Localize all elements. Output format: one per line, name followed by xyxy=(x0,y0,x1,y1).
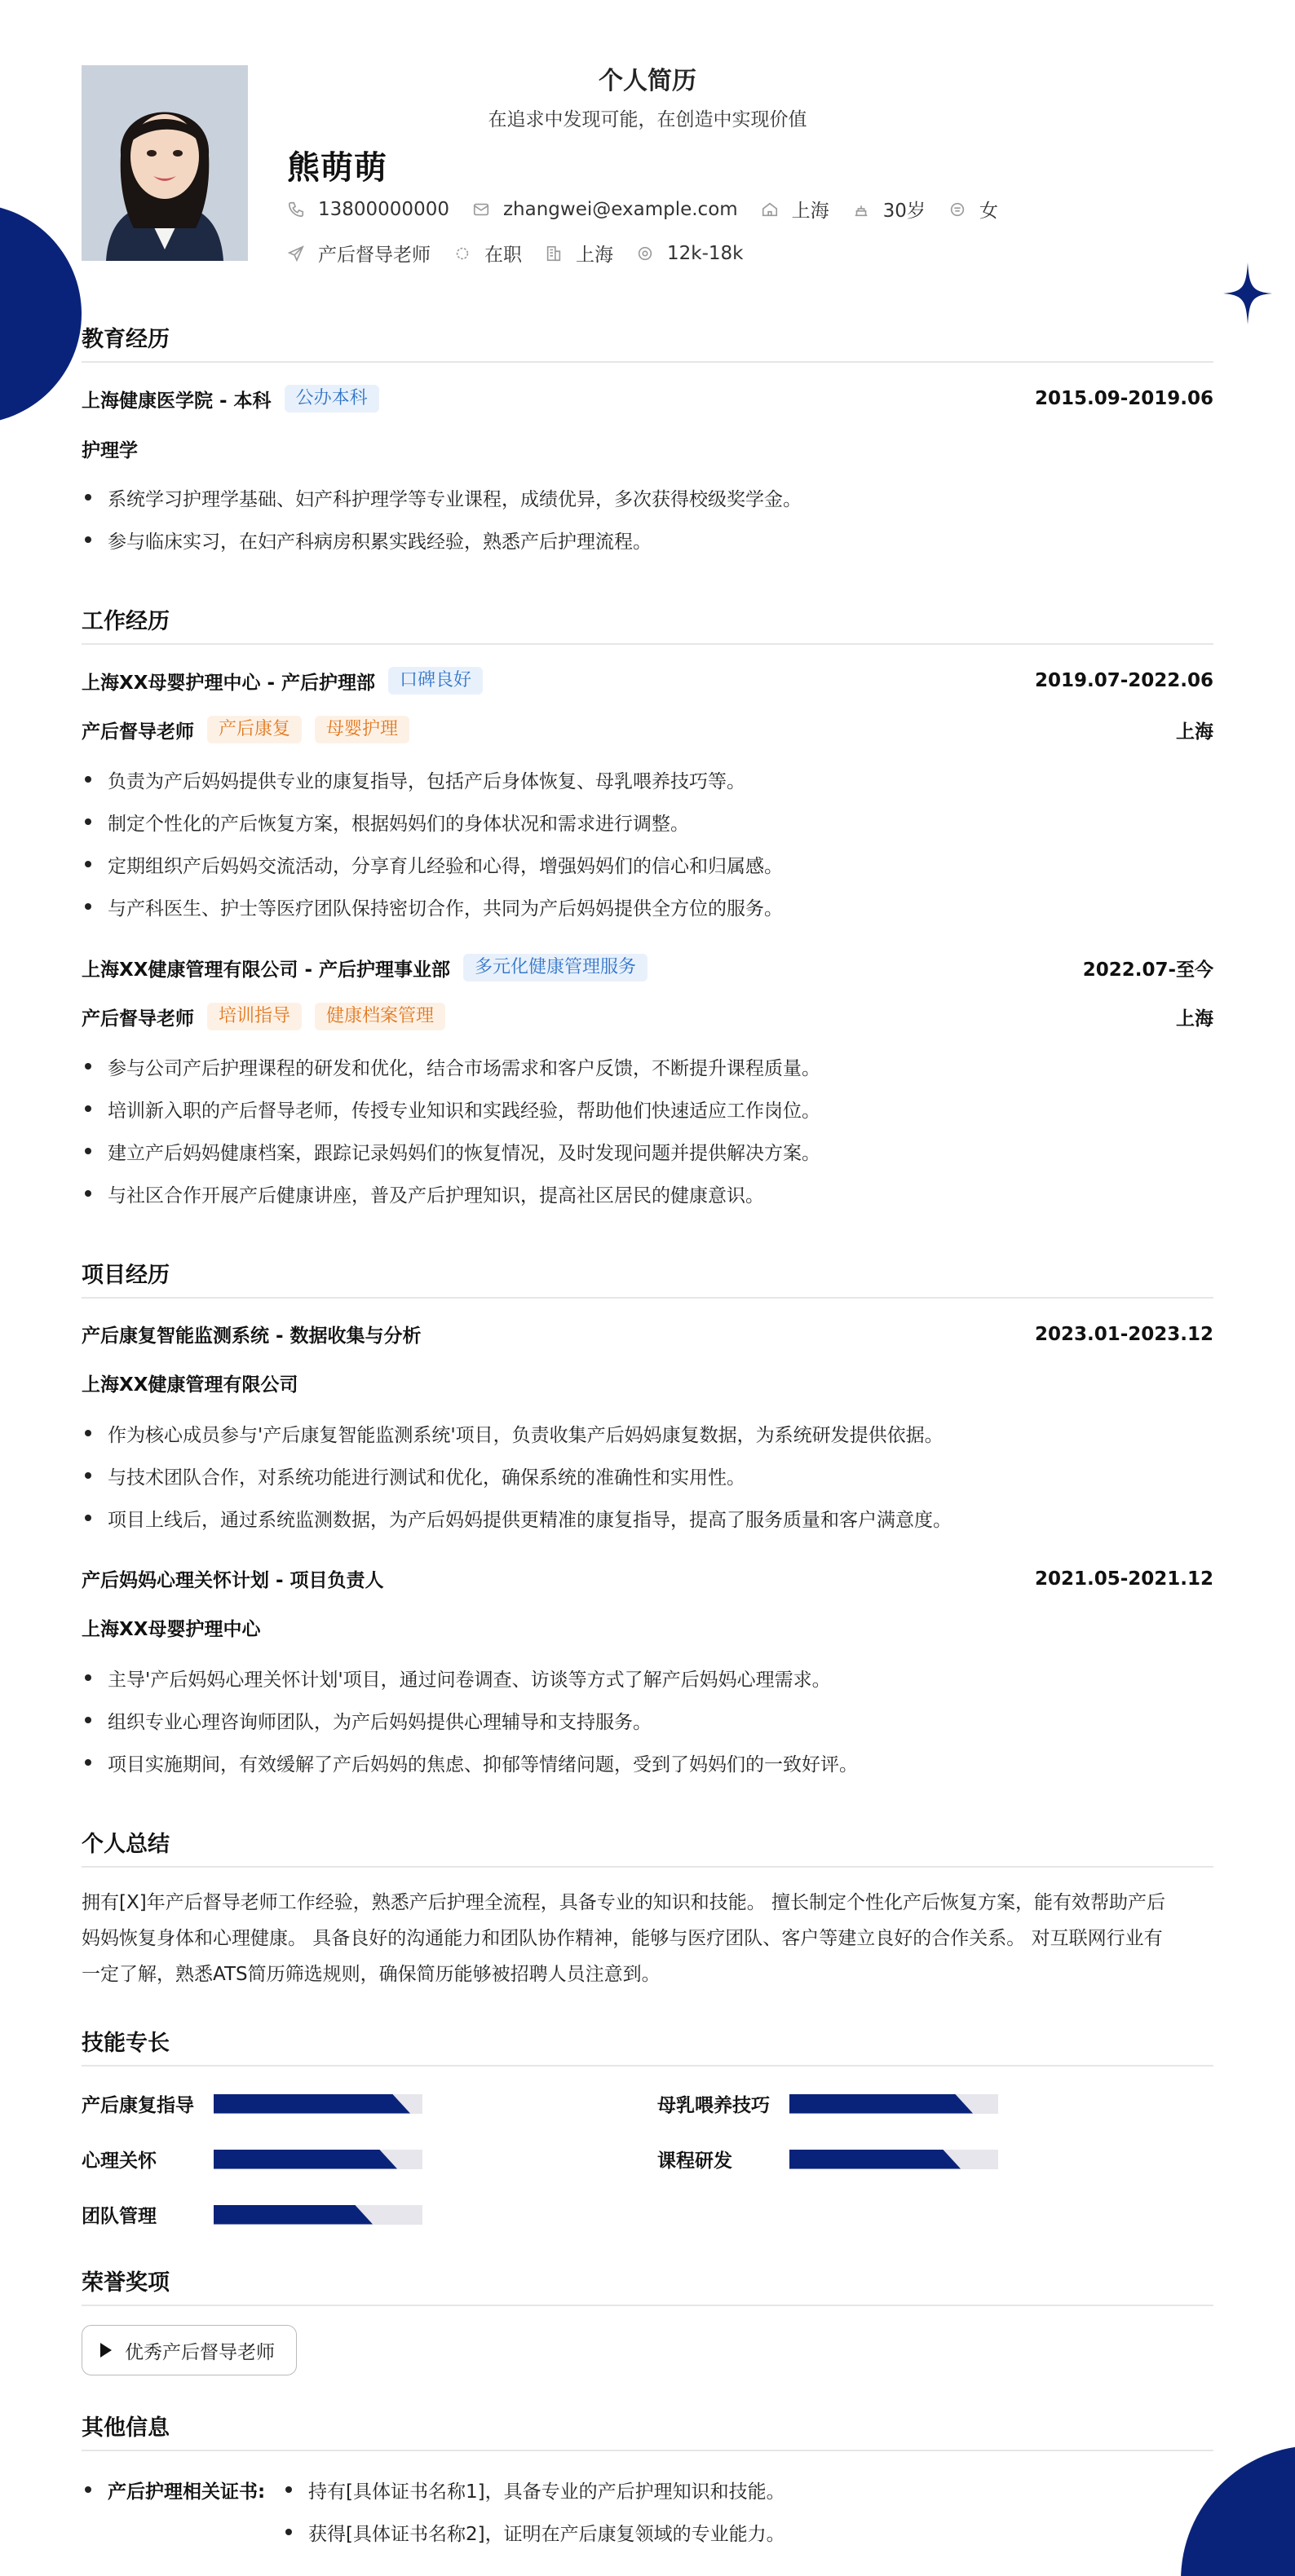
decorative-circle-left xyxy=(0,204,82,424)
skill-name: 课程研发 xyxy=(657,2150,732,2172)
list-item: 参与临床实习，在妇产科病房积累实践经验，熟悉产后护理流程。 xyxy=(82,527,1213,554)
list-item: 项目上线后，通过系统监测数据，为产后妈妈提供更精准的康复指导，提高了服务质量和客户满意度。 xyxy=(82,1505,1213,1532)
skill-item xyxy=(657,2146,998,2172)
skill-bar-fill xyxy=(789,2150,961,2169)
school-name: 上海健康医学院 - 本科 xyxy=(82,390,272,412)
company-name: 上海XX健康管理有限公司 - 产后护理事业部 xyxy=(82,959,451,981)
company-tag: 多元化健康管理服务 xyxy=(463,954,648,981)
role-tag: 培训指导 xyxy=(207,1003,302,1030)
role-name: 产后督导老师 xyxy=(82,1008,194,1030)
list-item: 获得[具体证书名称2]，证明在产后康复领域的专业能力。 xyxy=(282,2519,785,2546)
skill-bar xyxy=(789,2094,998,2114)
major-name: 护理学 xyxy=(82,440,138,461)
gender-icon xyxy=(948,201,966,218)
education-item-header xyxy=(82,385,1213,412)
list-item: 定期组织产后妈妈交流活动，分享育儿经验和心得，增强妈妈们的信心和归属感。 xyxy=(82,851,1213,878)
target-role-text: 产后督导老师 xyxy=(318,245,431,266)
salary-text: 12k-18k xyxy=(667,242,744,264)
location-text: 上海 xyxy=(791,201,829,222)
skill-name: 团队管理 xyxy=(82,2206,157,2227)
project-org-line xyxy=(82,1614,1213,1641)
company-name: 上海XX母婴护理中心 - 产后护理部 xyxy=(82,672,376,694)
award-name: 优秀产后督导老师 xyxy=(125,2341,275,2363)
play-triangle-icon xyxy=(100,2343,112,2358)
skill-bar xyxy=(214,2094,422,2114)
education-section-title: 教育经历 xyxy=(82,321,1213,363)
skill-item xyxy=(82,2090,422,2117)
list-item: 负责为产后妈妈提供专业的康复指导，包括产后身体恢复、母乳喂养技巧等。 xyxy=(82,766,1213,793)
company-tag: 口碑良好 xyxy=(388,667,483,695)
role-tag: 母婴护理 xyxy=(315,716,409,743)
candidate-name: 熊萌萌 xyxy=(287,149,387,187)
work-section-title: 工作经历 xyxy=(82,603,1213,645)
skill-name: 心理关怀 xyxy=(82,2150,157,2172)
honors-section-title: 荣誉奖项 xyxy=(82,2265,1213,2306)
other-section-title: 其他信息 xyxy=(82,2410,1213,2451)
target-city-info xyxy=(545,240,613,267)
skill-name: 母乳喂养技巧 xyxy=(657,2095,770,2116)
email-info xyxy=(472,199,738,220)
project-item-header xyxy=(82,1321,1213,1348)
project-date: 2023.01-2023.12 xyxy=(1034,1323,1213,1345)
sparkle-star-icon xyxy=(1223,262,1272,324)
contact-info-row xyxy=(287,196,1021,223)
skills-section-title: 技能专长 xyxy=(82,2025,1213,2067)
summary-line: 拥有[X]年产后督导老师工作经验，熟悉产后护理全流程，具备专业的知识和技能。 擅长制定个性化产后恢复方案，能有效帮助产后 xyxy=(82,1892,1166,1913)
school-tag: 公办本科 xyxy=(285,385,379,412)
skill-item xyxy=(82,2201,422,2228)
work-location: 上海 xyxy=(1176,1008,1213,1030)
list-item: 建立产后妈妈健康档案，跟踪记录妈妈们的恢复情况，及时发现问题并提供解决方案。 xyxy=(82,1138,1213,1165)
gender-info xyxy=(948,196,998,223)
certificate-label: 产后护理相关证书: xyxy=(82,2477,265,2503)
list-item: 系统学习护理学基础、妇产科护理学等专业课程，成绩优异，多次获得校级奖学金。 xyxy=(82,484,1213,511)
projects-section-title: 项目经历 xyxy=(82,1257,1213,1299)
email-text: zhangwei@example.com xyxy=(502,198,738,220)
home-icon xyxy=(761,201,779,218)
skill-bar-fill xyxy=(214,2205,373,2225)
job-info-row xyxy=(287,240,766,267)
skill-bar xyxy=(214,2205,422,2225)
education-date: 2015.09-2019.06 xyxy=(1034,388,1213,409)
list-item: 作为核心成员参与'产后康复智能监测系统'项目，负责收集产后妈妈康复数据，为系统研发提供依据。 xyxy=(82,1420,1213,1447)
role-name: 产后督导老师 xyxy=(82,721,194,743)
work-location: 上海 xyxy=(1176,721,1213,743)
target-role-info xyxy=(287,240,431,267)
project-item-header xyxy=(82,1565,1213,1592)
skill-bar xyxy=(789,2150,998,2169)
send-icon xyxy=(287,245,305,262)
age-info xyxy=(852,196,926,223)
gender-text: 女 xyxy=(979,201,998,222)
list-item: 与技术团队合作，对系统功能进行测试和优化，确保系统的准确性和实用性。 xyxy=(82,1462,1213,1489)
project-date: 2021.05-2021.12 xyxy=(1034,1568,1213,1590)
document-subtitle: 在追求中发现可能，在创造中实现价值 xyxy=(488,109,807,130)
work-item-header xyxy=(82,667,1213,695)
list-item: 主导'产后妈妈心理关怀计划'项目，通过问卷调查、访谈等方式了解产后妈妈心理需求。 xyxy=(82,1665,1213,1692)
project-org: 上海XX健康管理有限公司 xyxy=(82,1374,298,1396)
list-item: 制定个性化的产后恢复方案，根据妈妈们的身体状况和需求进行调整。 xyxy=(82,809,1213,836)
skill-bar xyxy=(214,2150,422,2169)
summary-section-title: 个人总结 xyxy=(82,1826,1213,1868)
status-text: 在职 xyxy=(484,245,522,266)
document-title: 个人简历 xyxy=(599,67,696,95)
salary-info xyxy=(636,243,743,264)
work-date: 2022.07-至今 xyxy=(1082,959,1213,981)
status-icon xyxy=(453,245,471,262)
skill-name: 产后康复指导 xyxy=(82,2095,194,2116)
resume-page xyxy=(82,0,1213,2576)
list-item: 参与公司产后护理课程的研发和优化，结合市场需求和客户反馈，不断提升课程质量。 xyxy=(82,1053,1213,1080)
skill-bar-fill xyxy=(214,2094,410,2114)
role-tag: 产后康复 xyxy=(207,716,302,743)
location-info xyxy=(761,196,829,223)
role-line xyxy=(82,716,1213,743)
work-date: 2019.07-2022.06 xyxy=(1034,670,1213,691)
skill-bar-fill xyxy=(214,2150,397,2169)
age-icon xyxy=(852,201,870,218)
summary-line: 一定了解，熟悉ATS简历筛选规则，确保简历能够被招聘人员注意到。 xyxy=(82,1964,661,1985)
major-line xyxy=(82,435,1213,462)
mail-icon xyxy=(472,201,490,218)
status-info xyxy=(453,240,522,267)
building-icon xyxy=(545,245,563,262)
work-item-header xyxy=(82,954,1213,981)
summary-line: 妈妈恢复身体和心理健康。 具备良好的沟通能力和团队协作精神，能够与医疗团队、客户等建立良好的合作关系。 对互联网行业有 xyxy=(82,1928,1163,1949)
project-org: 上海XX母婴护理中心 xyxy=(82,1619,261,1640)
role-tag: 健康档案管理 xyxy=(315,1003,445,1030)
list-item: 与产科医生、护士等医疗团队保持密切合作，共同为产后妈妈提供全方位的服务。 xyxy=(82,893,1213,920)
phone-text: 13800000000 xyxy=(318,198,449,220)
target-city-text: 上海 xyxy=(576,245,613,266)
list-item: 培训新入职的产后督导老师，传授专业知识和实践经验，帮助他们快速适应工作岗位。 xyxy=(82,1096,1213,1123)
phone-info xyxy=(287,199,449,220)
project-name: 产后妈妈心理关怀计划 - 项目负责人 xyxy=(82,1570,384,1591)
role-line xyxy=(82,1003,1213,1030)
salary-icon xyxy=(636,245,654,262)
list-item: 组织专业心理咨询师团队，为产后妈妈提供心理辅导和支持服务。 xyxy=(82,1707,1213,1734)
award-chip xyxy=(82,2325,297,2375)
skill-item xyxy=(82,2146,422,2172)
phone-icon xyxy=(287,201,305,218)
skill-bar-fill xyxy=(789,2094,973,2114)
list-item: 项目实施期间，有效缓解了产后妈妈的焦虑、抑郁等情绪问题，受到了妈妈们的一致好评。 xyxy=(82,1749,1213,1776)
list-item: 持有[具体证书名称1]，具备专业的产后护理知识和技能。 xyxy=(282,2477,785,2503)
project-name: 产后康复智能监测系统 - 数据收集与分析 xyxy=(82,1325,422,1347)
summary-text xyxy=(82,1885,1213,1992)
list-item: 与社区合作开展产后健康讲座，普及产后护理知识，提高社区居民的健康意识。 xyxy=(82,1180,1213,1207)
age-text: 30岁 xyxy=(882,201,926,222)
project-org-line xyxy=(82,1370,1213,1396)
skill-item xyxy=(657,2090,998,2117)
